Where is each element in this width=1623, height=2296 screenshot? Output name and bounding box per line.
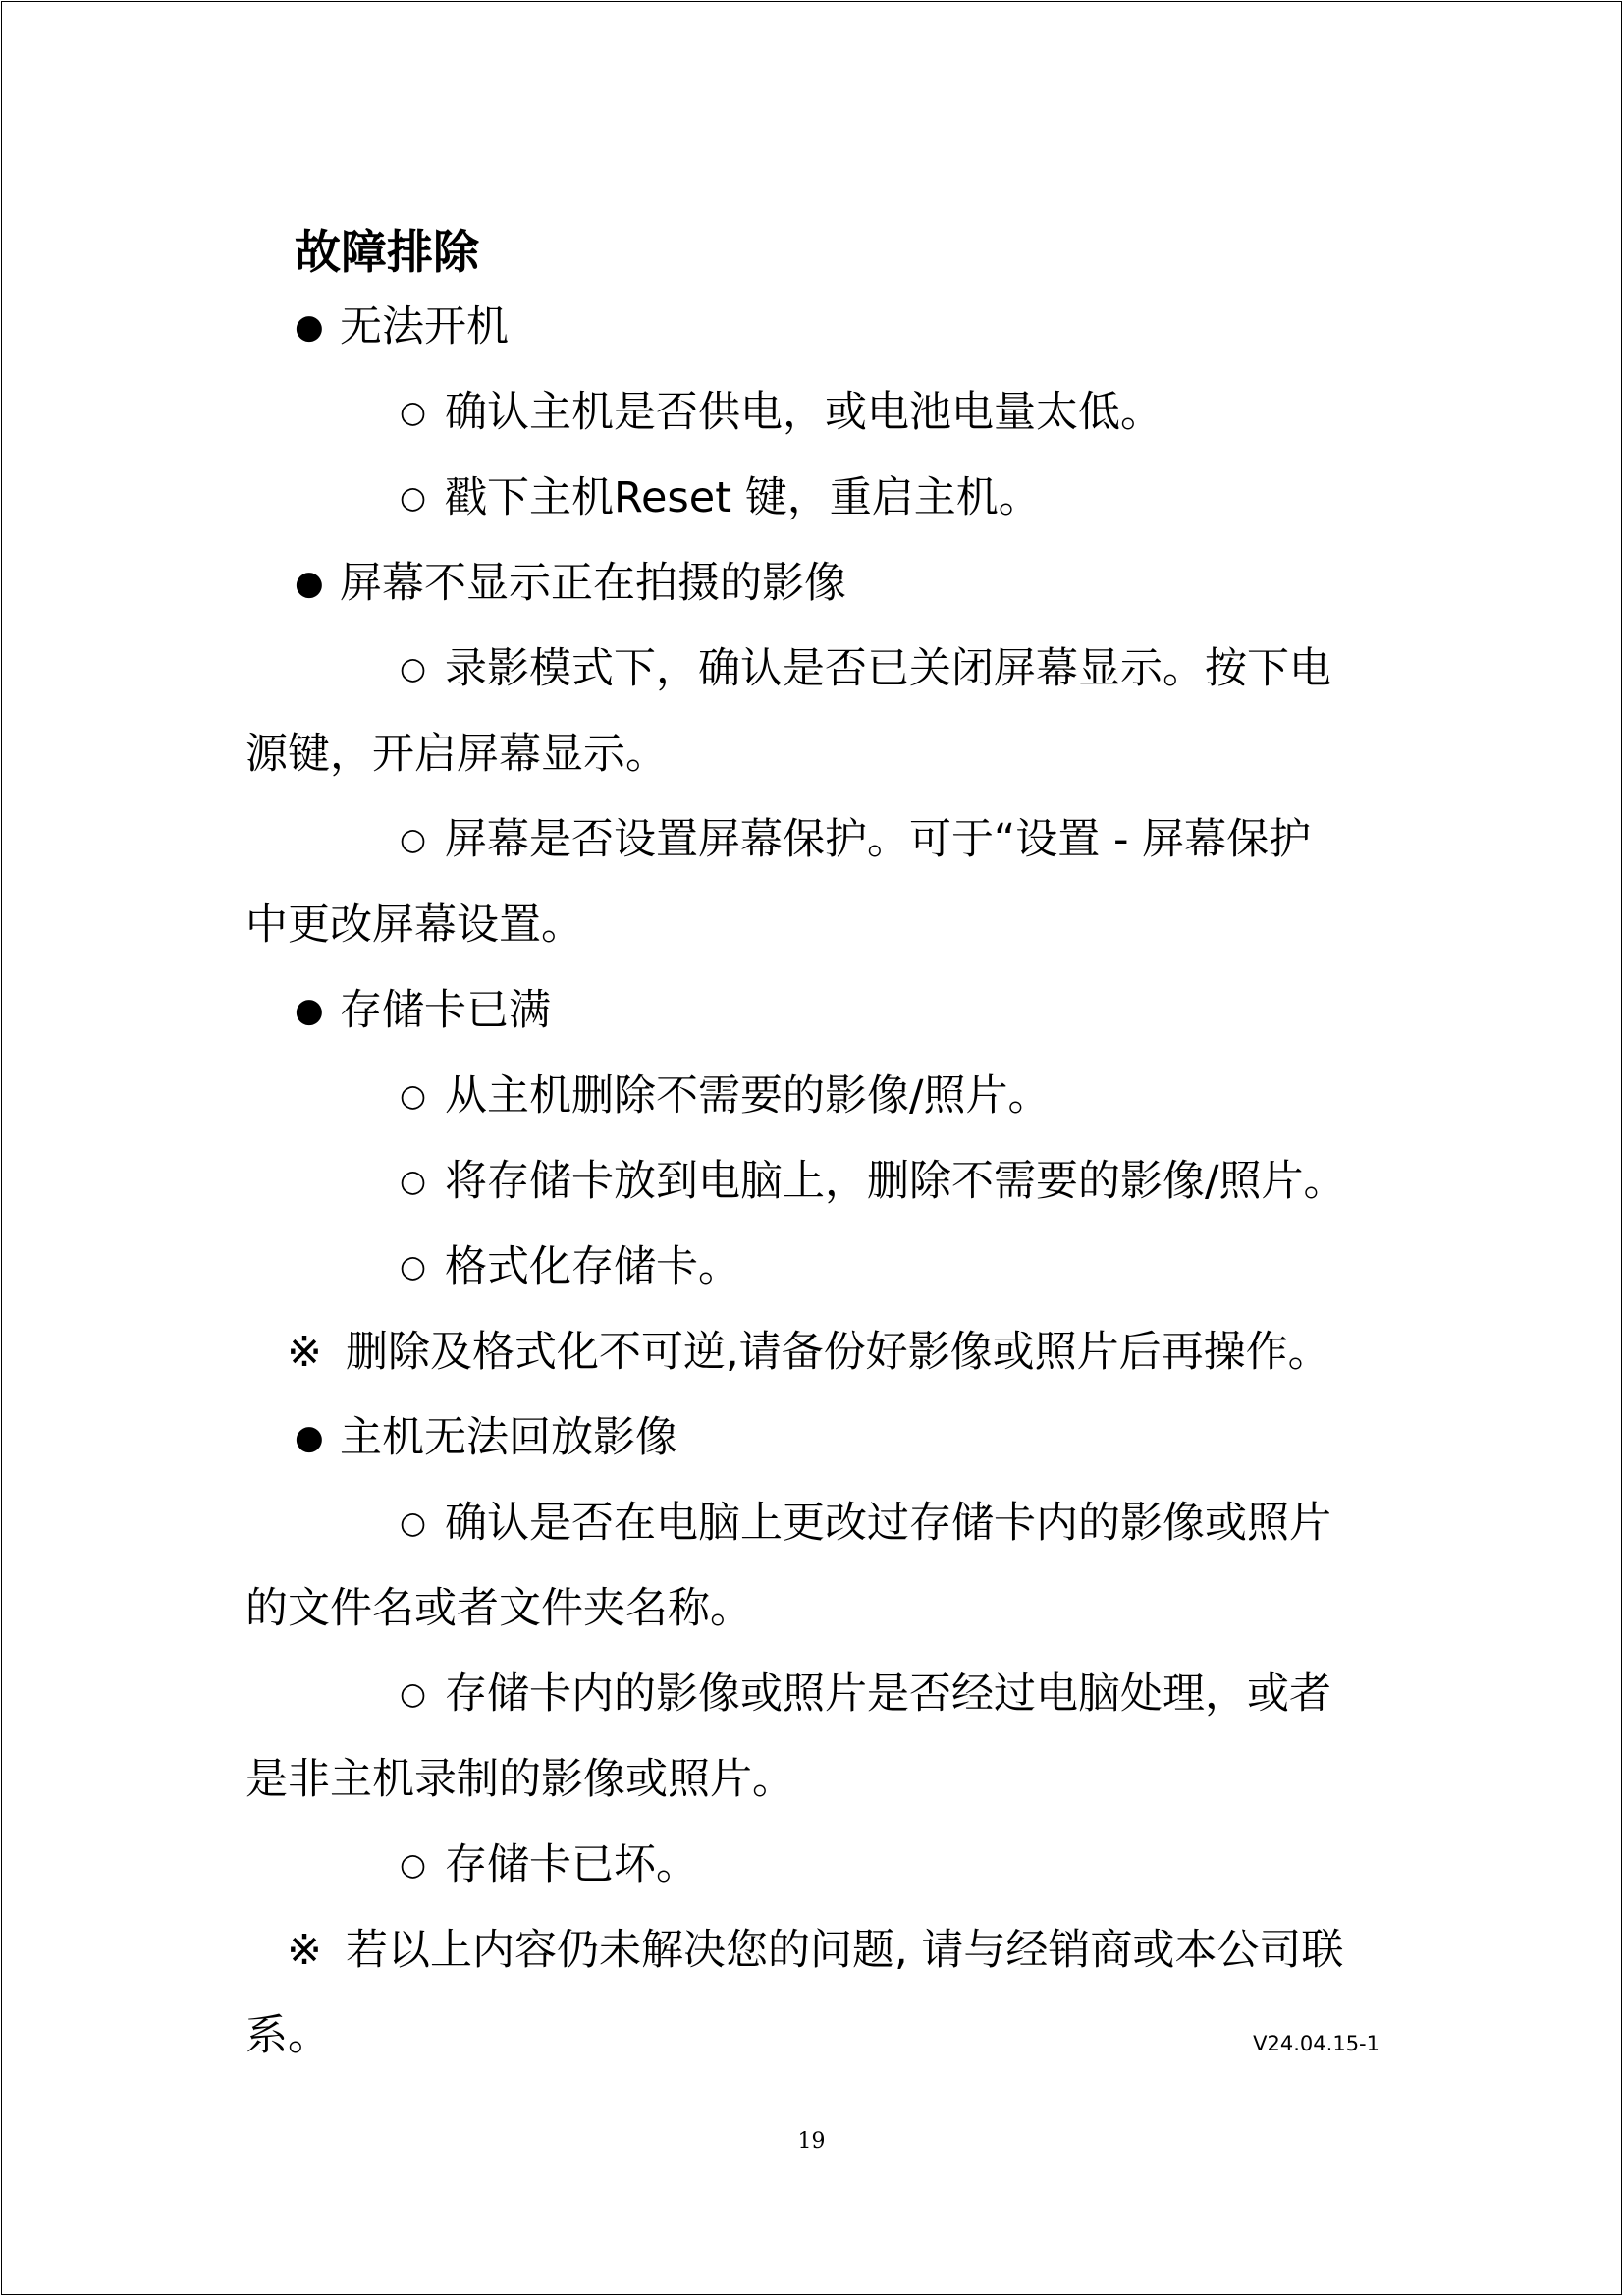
sub-item-text: 格式化存储卡。 — [445, 1242, 740, 1291]
sub-item-text: 存储卡内的影像或照片是否经过电脑处理，或者 — [445, 1669, 1331, 1719]
circle-bullet-icon: ○ — [400, 1164, 427, 1199]
sub-item-text: 屏幕是否设置屏幕保护。可于“设置 - 屏幕保护 — [445, 815, 1312, 864]
sub-item-text: 录影模式下，确认是否已关闭屏幕显示。按下电 — [445, 644, 1331, 693]
sub-item-text: 是非主机录制的影像或照片。 — [245, 1755, 794, 1804]
bullet-item-screen — [245, 541, 846, 627]
sub-item-text: 源键，开启屏幕显示。 — [245, 730, 668, 779]
sub-item — [245, 370, 1163, 456]
bullet-heading: 存储卡已满 — [340, 986, 551, 1035]
circle-bullet-icon: ○ — [400, 651, 427, 686]
bullet-dot-icon: ● — [295, 307, 324, 347]
sub-item — [245, 1225, 740, 1310]
note-line — [245, 1310, 1330, 1395]
bullet-item-playback — [245, 1395, 677, 1481]
circle-bullet-icon: ○ — [400, 395, 427, 430]
circle-bullet-icon: ○ — [400, 1078, 427, 1114]
sub-item-text: 从主机删除不需要的影像/照片。 — [445, 1071, 1051, 1121]
bullet-dot-icon: ● — [295, 991, 324, 1030]
sub-item — [245, 1054, 1051, 1139]
sub-item-text: 中更改屏幕设置。 — [245, 901, 583, 950]
circle-bullet-icon: ○ — [400, 822, 427, 857]
final-note-text: 系。 — [245, 2011, 330, 2060]
sub-item — [245, 797, 1311, 883]
bullet-dot-icon: ● — [295, 1418, 324, 1457]
sub-item — [245, 1823, 698, 1908]
circle-bullet-icon: ○ — [400, 1249, 427, 1285]
sub-item-continuation — [245, 1737, 794, 1823]
final-note-continuation — [245, 1994, 330, 2079]
sub-item-continuation — [245, 712, 668, 797]
reference-mark-icon: ※ — [287, 1328, 323, 1377]
version-label: V24.04.15-1 — [1253, 2032, 1380, 2055]
sub-item-text: 确认主机是否供电，或电池电量太低。 — [445, 388, 1163, 437]
page-number: 19 — [797, 2129, 826, 2154]
circle-bullet-icon: ○ — [400, 480, 427, 516]
reference-mark-icon: ※ — [287, 1926, 323, 1975]
bullet-item-storage — [245, 968, 551, 1054]
sub-item — [245, 1481, 1331, 1566]
sub-item — [245, 456, 1041, 541]
bullet-heading: 无法开机 — [340, 302, 509, 352]
sub-item-text: 戳下主机Reset 键，重启主机。 — [445, 473, 1041, 522]
sub-item — [245, 1652, 1331, 1737]
note-text: 删除及格式化不可逆,请备份好影像或照片后再操作。 — [346, 1328, 1330, 1377]
sub-item-text: 的文件名或者文件夹名称。 — [245, 1584, 752, 1633]
bullet-heading: 主机无法回放影像 — [340, 1413, 677, 1462]
circle-bullet-icon: ○ — [400, 1676, 427, 1712]
page-title: 故障排除 — [295, 226, 479, 280]
bullet-heading: 屏幕不显示正在拍摄的影像 — [340, 559, 846, 608]
sub-item-text: 确认是否在电脑上更改过存储卡内的影像或照片 — [445, 1499, 1331, 1548]
sub-item-continuation — [245, 883, 583, 968]
bullet-dot-icon: ● — [295, 564, 324, 603]
bullet-item-power — [245, 285, 509, 370]
sub-item-text: 存储卡已坏。 — [445, 1840, 698, 1889]
sub-item-text: 将存储卡放到电脑上，删除不需要的影像/照片。 — [445, 1157, 1346, 1206]
final-note-line — [245, 1908, 1343, 1994]
circle-bullet-icon: ○ — [400, 1505, 427, 1541]
circle-bullet-icon: ○ — [400, 1847, 427, 1883]
sub-item-continuation — [245, 1566, 752, 1652]
final-note-text: 若以上内容仍未解决您的问题, 请与经销商或本公司联 — [346, 1926, 1344, 1975]
sub-item — [245, 1139, 1346, 1225]
sub-item — [245, 627, 1331, 712]
